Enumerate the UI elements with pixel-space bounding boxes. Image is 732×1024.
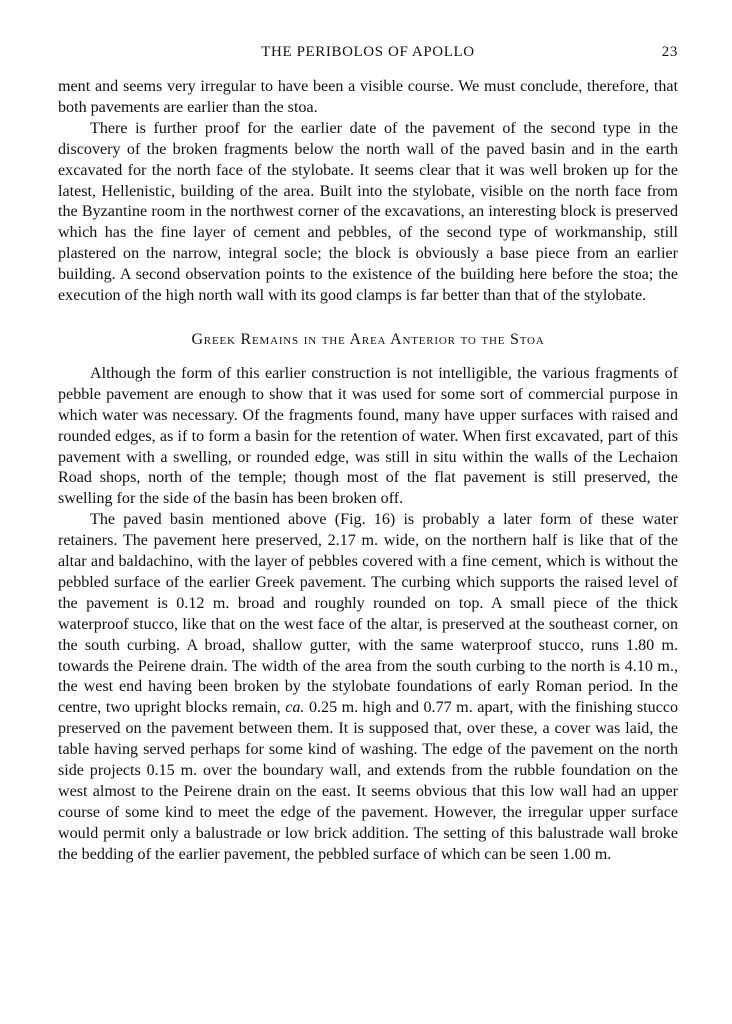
paragraph-continued: ment and seems very irregular to have been a visible course. We must conclude, therefore, that both pavements are earlier than the stoa. [58, 78, 678, 116]
running-title: THE PERIBOLOS OF APOLLO [261, 44, 475, 60]
paragraph-paved-basin-part1: The paved basin mentioned above (Fig. 16) is probably a later form of these water retainers. The pavement here preserved, 2.17 m. wide, on the northern half is like that of the altar and baldachino, with the layer of pebbles covered with a fine cement, which is without the pebbled surface of the earlier Greek pavement. The curbing which supports the raised level of the pavement is 0.12 m. broad and roughly rounded on top. A small piece of the thick waterproof stucco, like that on the west face of the altar, is preserved at the southeast corner, on the south curbing. A broad, shallow gutter, with the same waterproof stucco, runs 1.80 m. towards the Peirene drain. The width of the area from the south curbing to the north is 4.10 m., the west end having been broken by the stylobate foundations of early Roman period. In the centre, two upright blocks remain, [58, 511, 678, 717]
abbreviation-circa: ca. [285, 699, 305, 717]
body-text [58, 77, 678, 866]
running-head [58, 44, 678, 66]
paragraph-paved-basin-part2: 0.25 m. high and 0.77 m. apart, with the finishing stucco preserved on the pavement between them. It is supposed that, over these, a cover was laid, the table having served perhaps for some kind of washing. The edge of the pavement on the north side projects 0.15 m. over the boundary wall, and extends from the rubble foundation on the west almost to the Peirene drain on the east. It seems obvious that this low wall had an upper course of some kind to meet the edge of the pavement. However, the irregular upper surface would permit only a balustrade or low brick addition. The setting of this balustrade wall broke the bedding of the earlier pavement, the pebbled surface of which can be seen 1.00 m. [58, 699, 679, 863]
paragraph-pavement-proof: There is further proof for the earlier date of the pavement of the second type in the discovery of the broken fragments below the north wall of the paved basin and in the earth excavated for the north face of the stylobate. It seems clear that it was well broken up for the latest, Hellenistic, building of the area. Built into the stylobate, visible on the north face from the Byzantine room in the northwest corner of the excavations, an interesting block is preserved which has the fine layer of cement and pebbles, of the second type of workmanship, still plastered on the narrow, integral socle; the block is obviously a base piece from an earlier building. A second observation points to the existence of the building here before the stoa; the execution of the high north wall with its good clamps is far better than that of the stylobate. [58, 119, 678, 305]
paragraph-earlier-construction: Although the form of this earlier construction is not intelligible, the various fragments of pebble pavement are enough to show that it was used for some sort of commercial purpose in which water was necessary. Of the fragments found, many have upper surfaces with raised and rounded edges, as if to form a basin for the retention of water. When first excavated, part of this pavement with a swelling, or rounded edge, was still in situ within the walls of the Lechaion Road shops, north of the temple; though most of the flat pavement is still preserved, the swelling for the side of the basin has been broken off. [58, 364, 678, 508]
paragraph-paved-basin [58, 510, 678, 865]
section-heading: Greek Remains in the Area Anterior to the Stoa [191, 330, 545, 348]
page-number: 23 [661, 44, 678, 60]
